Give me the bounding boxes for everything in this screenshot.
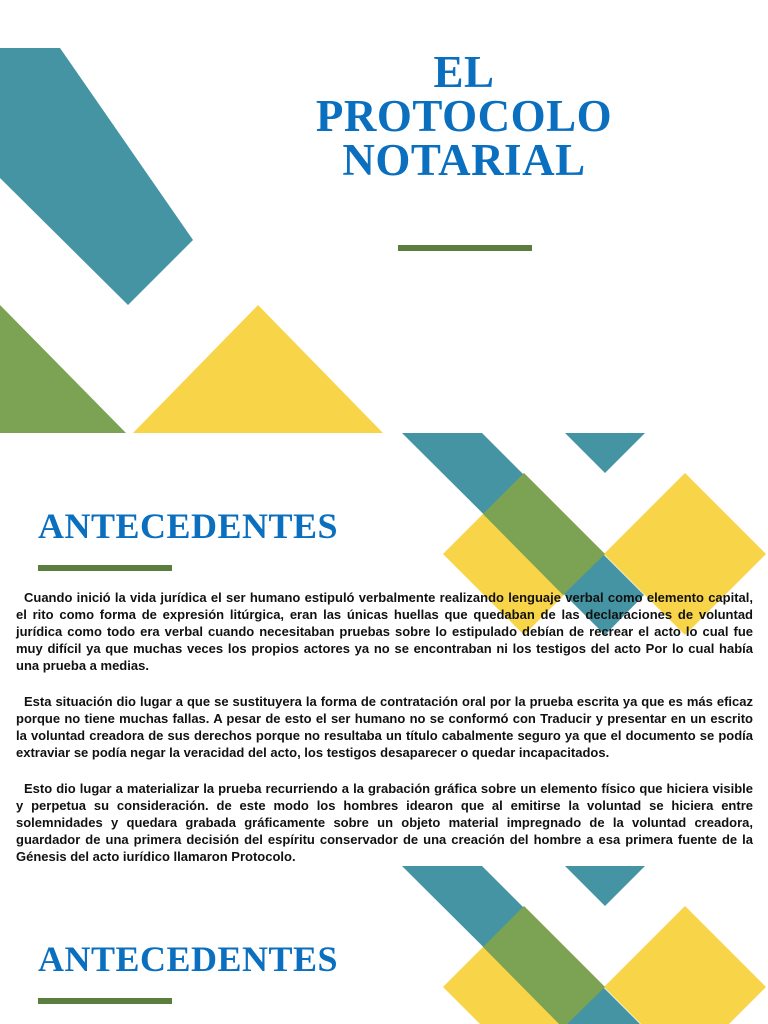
teal-diagonal-band: [0, 48, 193, 305]
yellow-triangle: [133, 305, 383, 433]
section-heading: ANTECEDENTES: [38, 939, 339, 979]
cover-title: [300, 47, 628, 185]
teal-triangle-small: [565, 433, 645, 473]
paragraph: Cuando inició la vida jurídica el ser humano estipuló verbalmente realizando lenguaje verbal como elemento capital, el rito como forma de expresión litúrgica, eran las únicas huellas que quedaban de las declaraciones de voluntad jurídica como todo era verbal cuando necesitaban pruebas sobre lo estipulado debían de recrear el acto lo cual fue muy difícil ya que muchas veces los propios actores ya no se encontraban ni los testigos del acto Por lo cual había una prueba a medias.: [16, 590, 753, 673]
section-heading: ANTECEDENTES: [38, 506, 339, 546]
heading-underline: [38, 998, 172, 1004]
title-line: NOTARIAL: [342, 135, 586, 185]
paragraph: Esta situación dio lugar a que se sustituyera la forma de contratación oral por la prueba escrita ya que es más eficaz porque no tiene muchas fallas. A pesar de esto el ser humano no se conformó con Traducir y presentar en un escrito la voluntad creadora de sus derechos porque no resultaba un título cabalmente seguro ya que el documento se podía extraviar se podía negar la veracidad del acto, los testigos desaparecer o quedar incapacitados.: [16, 694, 753, 760]
green-triangle: [0, 305, 126, 433]
body-text: [16, 589, 753, 884]
antecedentes-slide-continued: [0, 866, 768, 1024]
title-underline: [398, 245, 532, 251]
heading-underline: [38, 565, 172, 571]
title-line: PROTOCOLO: [315, 91, 613, 141]
title-line: EL: [433, 47, 495, 97]
paragraph: Esto dio lugar a materializar la prueba recurriendo a la grabación gráfica sobre un elemento físico que hiciera visible y perpetua su consideración. de este modo los hombres idearon que al emitirse la voluntad se hiciera entre solemnidades y quedara grabada gráficamente sobre un objeto material impregnado de la voluntad creadora, guardador de una primera decisión del espíritu conservador de una creación del hombre a esa primera fuente de la Génesis del acto iurídico llamaron Protocolo.: [16, 781, 753, 864]
teal-triangle-small: [565, 866, 645, 906]
yellow-diamond-right: [604, 906, 766, 1024]
cover-slide: [0, 0, 768, 433]
